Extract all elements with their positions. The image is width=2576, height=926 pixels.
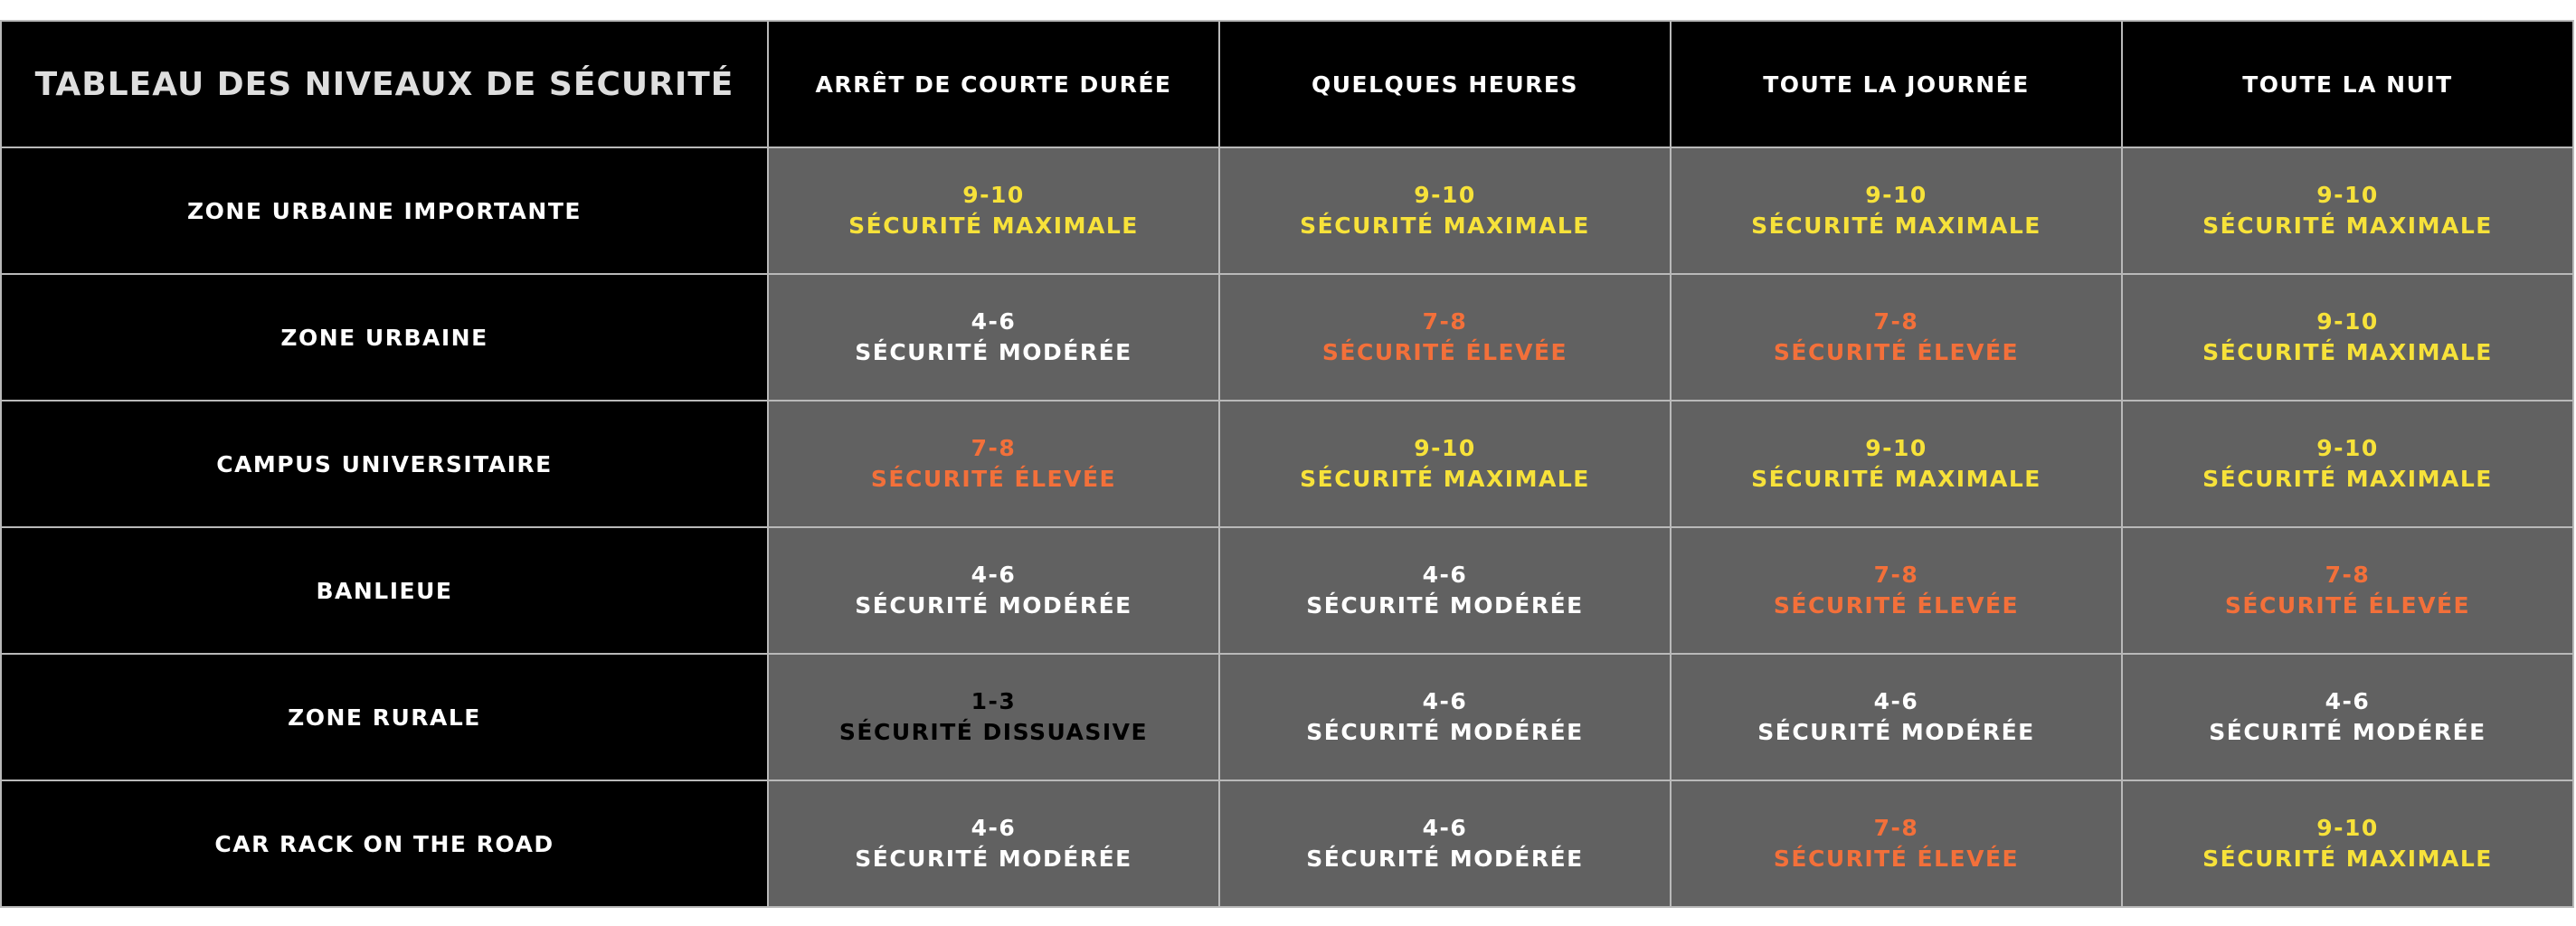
security-cell: [768, 401, 1219, 527]
security-level-label: SÉCURITÉ MAXIMALE: [2202, 846, 2493, 872]
security-cell: [768, 780, 1219, 907]
column-header-all-night: TOUTE LA NUIT: [2122, 21, 2573, 147]
security-level-label: SÉCURITÉ MAXIMALE: [1751, 213, 2041, 239]
security-cell: [2122, 527, 2573, 654]
table-row: [1, 780, 2573, 907]
row-header: CAR RACK ON THE ROAD: [1, 780, 768, 907]
security-level-label: SÉCURITÉ MODÉRÉE: [1306, 719, 1584, 745]
security-cell: [1219, 780, 1671, 907]
row-header: ZONE URBAINE: [1, 274, 768, 401]
security-level-table-container: [0, 20, 2573, 906]
security-level-label: SÉCURITÉ MAXIMALE: [1300, 213, 1590, 239]
security-range: 4-6: [1422, 815, 1468, 841]
security-level-label: SÉCURITÉ MAXIMALE: [848, 213, 1139, 239]
security-range: 4-6: [971, 562, 1017, 588]
security-level-label: SÉCURITÉ MODÉRÉE: [855, 592, 1132, 619]
security-range: 9-10: [2316, 435, 2379, 461]
security-level-label: SÉCURITÉ ÉLEVÉE: [2224, 592, 2471, 619]
security-cell: [1671, 780, 2122, 907]
table-row: [1, 654, 2573, 780]
security-range: 4-6: [971, 815, 1017, 841]
security-range: 1-3: [971, 688, 1017, 714]
security-range: 7-8: [2325, 562, 2371, 588]
security-range: 4-6: [1422, 688, 1468, 714]
security-range: 9-10: [1414, 182, 1476, 208]
security-range: 9-10: [962, 182, 1025, 208]
security-range: 7-8: [971, 435, 1017, 461]
security-level-label: SÉCURITÉ MODÉRÉE: [855, 339, 1132, 365]
column-header-few-hours: QUELQUES HEURES: [1219, 21, 1671, 147]
security-cell: [2122, 147, 2573, 274]
security-level-label: SÉCURITÉ ÉLEVÉE: [1773, 339, 2020, 365]
security-level-label: SÉCURITÉ MAXIMALE: [2202, 339, 2493, 365]
security-cell: [768, 147, 1219, 274]
security-level-label: SÉCURITÉ MAXIMALE: [2202, 213, 2493, 239]
security-range: 9-10: [2316, 815, 2379, 841]
column-header-short-stop: ARRÊT DE COURTE DURÉE: [768, 21, 1219, 147]
security-level-label: SÉCURITÉ MODÉRÉE: [2209, 719, 2486, 745]
table-row: [1, 147, 2573, 274]
security-level-label: SÉCURITÉ ÉLEVÉE: [870, 466, 1117, 492]
security-range: 9-10: [1865, 182, 1927, 208]
security-cell: [1671, 654, 2122, 780]
security-cell: [1219, 274, 1671, 401]
security-level-label: SÉCURITÉ MODÉRÉE: [855, 846, 1132, 872]
row-header: ZONE URBAINE IMPORTANTE: [1, 147, 768, 274]
security-level-label: SÉCURITÉ MAXIMALE: [1300, 466, 1590, 492]
security-range: 4-6: [1422, 562, 1468, 588]
security-level-label: SÉCURITÉ MODÉRÉE: [1757, 719, 2035, 745]
security-level-label: SÉCURITÉ MAXIMALE: [2202, 466, 2493, 492]
security-cell: [2122, 274, 2573, 401]
security-level-label: SÉCURITÉ ÉLEVÉE: [1321, 339, 1568, 365]
security-cell: [1219, 147, 1671, 274]
table-row: [1, 527, 2573, 654]
security-cell: [1671, 527, 2122, 654]
security-range: 4-6: [1873, 688, 1919, 714]
security-level-table: [0, 20, 2574, 908]
security-range: 7-8: [1873, 562, 1919, 588]
table-row: [1, 401, 2573, 527]
security-range: 7-8: [1873, 308, 1919, 335]
column-header-all-day: TOUTE LA JOURNÉE: [1671, 21, 2122, 147]
security-range: 4-6: [971, 308, 1017, 335]
security-level-label: SÉCURITÉ MODÉRÉE: [1306, 846, 1584, 872]
table-header-row: [1, 21, 2573, 147]
row-header: ZONE RURALE: [1, 654, 768, 780]
security-range: 7-8: [1422, 308, 1468, 335]
security-cell: [1219, 401, 1671, 527]
security-range: 4-6: [2325, 688, 2371, 714]
security-level-label: SÉCURITÉ MODÉRÉE: [1306, 592, 1584, 619]
security-level-label: SÉCURITÉ DISSUASIVE: [838, 719, 1149, 745]
security-cell: [1671, 147, 2122, 274]
table-row: [1, 274, 2573, 401]
security-level-label: SÉCURITÉ ÉLEVÉE: [1773, 846, 2020, 872]
security-cell: [2122, 780, 2573, 907]
security-range: 9-10: [2316, 308, 2379, 335]
security-range: 9-10: [2316, 182, 2379, 208]
security-cell: [1671, 401, 2122, 527]
security-range: 9-10: [1865, 435, 1927, 461]
security-cell: [2122, 654, 2573, 780]
security-range: 9-10: [1414, 435, 1476, 461]
security-cell: [768, 654, 1219, 780]
security-cell: [768, 274, 1219, 401]
security-cell: [1671, 274, 2122, 401]
security-range: 7-8: [1873, 815, 1919, 841]
security-cell: [2122, 401, 2573, 527]
security-level-label: SÉCURITÉ ÉLEVÉE: [1773, 592, 2020, 619]
row-header: CAMPUS UNIVERSITAIRE: [1, 401, 768, 527]
table-title: TABLEAU DES NIVEAUX DE SÉCURITÉ: [1, 21, 768, 147]
row-header: BANLIEUE: [1, 527, 768, 654]
security-cell: [768, 527, 1219, 654]
security-level-label: SÉCURITÉ MAXIMALE: [1751, 466, 2041, 492]
security-cell: [1219, 654, 1671, 780]
security-cell: [1219, 527, 1671, 654]
